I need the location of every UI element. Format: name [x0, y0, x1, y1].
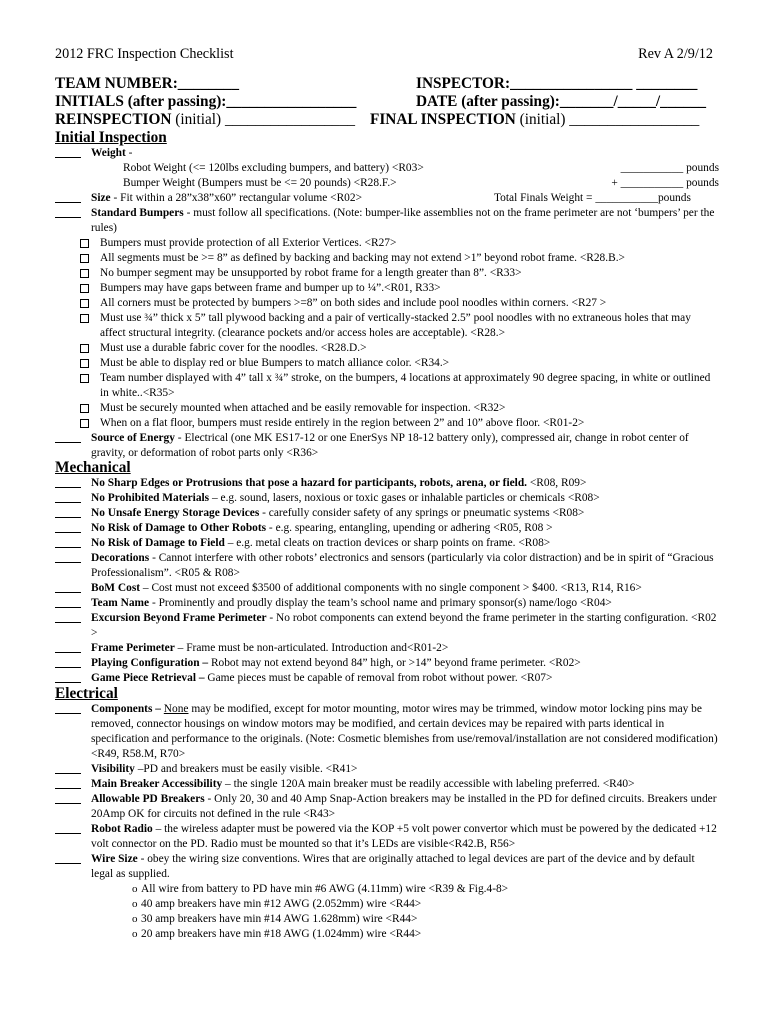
item-label: BoM Cost — [91, 582, 141, 594]
item-label: No Risk of Damage to Field — [91, 537, 225, 549]
energy-label: Source of Energy — [91, 432, 175, 444]
item-label: Robot Radio — [91, 823, 153, 835]
final-inspection-suffix: (initial) _________________ — [515, 111, 700, 128]
checklist-item — [55, 656, 719, 671]
reinspection-label: REINSPECTION — [55, 111, 172, 128]
checklist-item-content — [91, 777, 719, 792]
checklist-item — [55, 777, 719, 792]
final-inspection-field[interactable] — [370, 111, 699, 129]
wire-text: 40 amp breakers have min #12 AWG (2.052mm) wire <R44> — [141, 898, 422, 910]
bumper-check-text: Must be securely mounted when attached and be easily removable for inspection. <R32> — [100, 402, 506, 414]
item-text: –PD and breakers must be easily visible. <R41> — [134, 763, 358, 775]
reinspection-field[interactable] — [55, 111, 355, 129]
bumper-check-item — [55, 251, 719, 266]
checklist-item-content — [91, 506, 719, 521]
bumper-weight-row — [123, 176, 719, 191]
item-text: – Frame must be non-articulated. Introduction and<R01-2> — [174, 642, 449, 654]
item-label: Decorations — [91, 552, 150, 564]
mechanical-title: Mechanical — [55, 459, 131, 476]
initials-field[interactable]: INITIALS (after passing):_________________ — [55, 93, 357, 110]
bumper-check-item — [55, 371, 719, 401]
components-row — [55, 702, 719, 762]
checklist-item — [55, 581, 719, 596]
checklist-item-content — [91, 822, 719, 852]
item-label: No Risk of Damage to Other Robots — [91, 522, 267, 534]
checklist-item-content — [91, 551, 719, 581]
bumper-check-text: Bumpers must provide protection of all Exterior Vertices. <R27> — [100, 237, 397, 249]
bumpers-row — [55, 206, 719, 236]
wire-requirement — [55, 882, 719, 897]
item-label: Allowable PD Breakers — [91, 793, 205, 805]
total-weight-input[interactable]: Total Finals Weight = ___________pounds — [494, 192, 691, 204]
item-label: No Prohibited Materials — [91, 492, 210, 504]
wire-text: 20 amp breakers have min #18 AWG (1.024mm) wire <R44> — [141, 928, 422, 940]
mechanical-section — [55, 476, 719, 686]
checklist-item — [55, 506, 719, 521]
bullet-icon: o — [132, 928, 138, 940]
bumper-check-item — [55, 341, 719, 356]
wire-size-list — [55, 882, 719, 942]
header-row-1 — [55, 75, 713, 93]
checklist-item-content — [91, 671, 719, 686]
checklist-item-content — [91, 656, 719, 671]
bumper-check-item — [55, 416, 719, 431]
checklist-item-content — [91, 581, 719, 596]
checklist-item — [55, 596, 719, 611]
team-number-field[interactable]: TEAM NUMBER:________ — [55, 75, 239, 92]
date-field[interactable]: DATE (after passing):_______/_____/______ — [416, 93, 707, 110]
size-text: - Fit within a 28”x38”x60” rectangular volume <R02> — [110, 192, 362, 204]
weight-suffix: - — [125, 147, 133, 159]
item-label: Team Name — [91, 597, 150, 609]
item-label: Main Breaker Accessibility — [91, 778, 223, 790]
checklist-item — [55, 792, 719, 822]
checklist-item — [55, 822, 719, 852]
checkbox[interactable] — [80, 269, 89, 278]
bumper-check-text: No bumper segment may be unsupported by robot frame for a length greater than 8”. <R33> — [100, 267, 522, 279]
size-label: Size — [91, 192, 111, 204]
document-header — [55, 46, 713, 64]
checkbox[interactable] — [80, 239, 89, 248]
bumper-check-text: All corners must be protected by bumpers >=8” on both sides and include pool noodles within corners. <R27 > — [100, 297, 607, 309]
header-row-3 — [55, 111, 713, 129]
components-none: None — [163, 703, 189, 715]
bumpers-text: - must follow all specifications. (Note: bumper-like assemblies not on the frame perimeter are not ‘bumpers’ per the rules) — [91, 207, 715, 234]
electrical-items — [55, 762, 719, 882]
checklist-item — [55, 476, 719, 491]
bumper-checklist — [55, 236, 719, 431]
wire-requirement — [55, 897, 719, 912]
components-text: may be modified, except for motor mounting, motor wires may be trimmed, window motor locking pins may be removed, connector housings on window motors may be modified, and certain devices may be repaired with parts identical in specification and performance to the originals. (Note: Cosmetic blemishes from use/removal/installation are not considered modification) <R49, R58.M, R70> — [91, 703, 718, 760]
revision-date: Rev A 2/9/12 — [638, 46, 713, 62]
final-inspection-label: FINAL INSPECTION — [370, 111, 516, 128]
item-text: - e.g. spearing, entangling, upending or adhering <R05, R08 > — [266, 522, 553, 534]
bumper-weight-input[interactable]: + ___________ pounds — [611, 177, 719, 189]
electrical-section — [55, 702, 719, 942]
checklist-item — [55, 551, 719, 581]
item-text: <R08, R09> — [527, 477, 587, 489]
inspector-field[interactable]: INSPECTOR:________________ ________ — [416, 75, 698, 92]
bumper-check-text: Must use a durable fabric cover for the noodles. <R28.D.> — [100, 342, 367, 354]
document-title: 2012 FRC Inspection Checklist — [55, 46, 234, 62]
item-text: - Prominently and proudly display the team’s school name and primary sponsor(s) name/logo <R04> — [149, 597, 612, 609]
checkbox[interactable] — [80, 284, 89, 293]
wire-requirement — [55, 927, 719, 942]
checklist-item-content — [91, 852, 719, 882]
bumper-check-text: When on a flat floor, bumpers must reside entirely in the region between 2” and 10” above floor. <R01-2> — [100, 417, 585, 429]
checklist-item-content — [91, 491, 719, 506]
energy-text: - Electrical (one MK ES17-12 or one EnerSys NP 18-12 battery only), compressed air, change in robot center of gravity, or deformation of robot parts only <R36> — [91, 432, 689, 459]
item-text: Robot may not extend beyond 84” high, or >14” beyond frame perimeter. <R02> — [208, 657, 581, 669]
bumper-check-text: All segments must be >= 8” as defined by backing and backing may not extend >1” beyond robot frame. <R28.B.> — [100, 252, 625, 264]
item-text: - carefully consider safety of any springs or pneumatic systems <R08> — [259, 507, 585, 519]
robot-weight-row — [123, 161, 719, 176]
item-text: - Only 20, 30 and 40 Amp Snap-Action breakers may be installed in the PD for defined circuits. Breakers under 20Amp OK for circuits not defined in the rule <R43> — [91, 793, 717, 820]
checklist-item-content — [91, 792, 719, 822]
checklist-item — [55, 762, 719, 777]
item-text: - No robot components can extend beyond the frame perimeter in the starting configuration. <R02 > — [91, 612, 717, 639]
energy-row — [55, 431, 719, 461]
checkbox[interactable] — [80, 299, 89, 308]
weight-label: Weight — [91, 147, 126, 159]
bumper-check-text: Must be able to display red or blue Bumpers to match alliance color. <R34.> — [100, 357, 450, 369]
wire-requirement — [55, 912, 719, 927]
checklist-item-content — [91, 641, 719, 656]
electrical-title: Electrical — [55, 685, 118, 702]
checklist-item — [55, 852, 719, 882]
item-text: - obey the wiring size conventions. Wires that are originally attached to legal devices are part of the device and by default legal as supplied. — [91, 853, 695, 880]
checkbox[interactable] — [80, 404, 89, 413]
bumpers-label: Standard Bumpers — [91, 207, 184, 219]
components-label: Components – — [91, 703, 161, 715]
item-text: - Cannot interfere with other robots’ electronics and sensors (particularly via color distraction) and be in spirit of “Gracious Professionalism”. <R05 & R08> — [91, 552, 714, 579]
bumper-weight-text: Bumper Weight (Bumpers must be <= 20 pounds) <R28.F.> — [123, 177, 397, 189]
item-text: – the single 120A main breaker must be readily accessible with labeling preferred. <R40> — [222, 778, 635, 790]
bumper-check-text: Team number displayed with 4” tall x ¾” stroke, on the bumpers, 4 locations at approximately 90 degree spacing, in white or outlined in white..<R35> — [100, 372, 711, 399]
bullet-icon: o — [132, 898, 138, 910]
item-label: Game Piece Retrieval – — [91, 672, 205, 684]
checkbox[interactable] — [80, 254, 89, 263]
item-text: – Cost must not exceed $3500 of additional components with no single component > $400. <R13, R14, R16> — [140, 582, 642, 594]
checklist-item — [55, 536, 719, 551]
item-label: Wire Size — [91, 853, 138, 865]
item-label: Playing Configuration – — [91, 657, 209, 669]
checkbox[interactable] — [80, 374, 89, 383]
bumper-check-item — [55, 266, 719, 281]
checklist-item-content — [91, 521, 719, 536]
item-text: – e.g. metal cleats on traction devices or sharp points on frame. <R08> — [224, 537, 551, 549]
bumper-check-item — [55, 356, 719, 371]
checkbox[interactable] — [80, 314, 89, 323]
checklist-item — [55, 611, 719, 641]
checkbox[interactable] — [80, 344, 89, 353]
item-label: No Sharp Edges or Protrusions that pose a hazard for participants, robots, arena, or field. — [91, 477, 528, 489]
bumper-check-text: Bumpers may have gaps between frame and bumper up to ¼”.<R01, R33> — [100, 282, 441, 294]
checklist-item — [55, 641, 719, 656]
item-label: Frame Perimeter — [91, 642, 175, 654]
robot-weight-text: Robot Weight (<= 120lbs excluding bumpers, and battery) <R03> — [123, 162, 424, 174]
checklist-item-content — [91, 762, 719, 777]
bullet-icon: o — [132, 883, 138, 895]
size-row — [55, 191, 719, 206]
item-label: No Unsafe Energy Storage Devices — [91, 507, 260, 519]
checklist-item — [55, 491, 719, 506]
bumper-check-item — [55, 296, 719, 311]
initial-inspection-section — [55, 146, 719, 461]
checklist-item — [55, 671, 719, 686]
checklist-item-content — [91, 536, 719, 551]
initial-inspection-title: Initial Inspection — [55, 129, 167, 146]
checklist-item-content — [91, 596, 719, 611]
wire-text: All wire from battery to PD have min #6 AWG (4.11mm) wire <R39 & Fig.4-8> — [141, 883, 509, 895]
checklist-item-content — [91, 611, 719, 641]
item-text: – the wireless adapter must be powered via the KOP +5 volt power convertor which must be powered by the dedicated +12 volt connector on the PD. Radio must be mounted so that it’s LEDs are visible<R42.B, R56> — [91, 823, 717, 850]
reinspection-suffix: (initial) _________________ — [171, 111, 356, 128]
header-row-2 — [55, 93, 713, 111]
bumper-check-text: Must use ¾” thick x 5” tall plywood backing and a pair of vertically-stacked 2.5” pool noodles with no extraneous holes that may affect structural integrity. (clearance pockets and/or access holes are acceptable). <R28.> — [100, 312, 691, 339]
item-text: Game pieces must be capable of removal from robot without power. <R07> — [204, 672, 553, 684]
robot-weight-input[interactable]: ___________ pounds — [620, 162, 719, 174]
weight-row — [55, 146, 719, 161]
bumper-check-item — [55, 401, 719, 416]
checklist-item — [55, 521, 719, 536]
item-label: Visibility — [91, 763, 135, 775]
checkbox[interactable] — [80, 359, 89, 368]
checklist-item-content — [91, 476, 719, 491]
checkbox[interactable] — [80, 419, 89, 428]
wire-text: 30 amp breakers have min #14 AWG 1.628mm) wire <R44> — [141, 913, 418, 925]
bullet-icon: o — [132, 913, 138, 925]
bumper-check-item — [55, 236, 719, 251]
bumper-check-item — [55, 311, 719, 341]
item-label: Excursion Beyond Frame Perimeter — [91, 612, 267, 624]
item-text: – e.g. sound, lasers, noxious or toxic gases or inhalable particles or chemicals <R08> — [209, 492, 600, 504]
bumper-check-item — [55, 281, 719, 296]
